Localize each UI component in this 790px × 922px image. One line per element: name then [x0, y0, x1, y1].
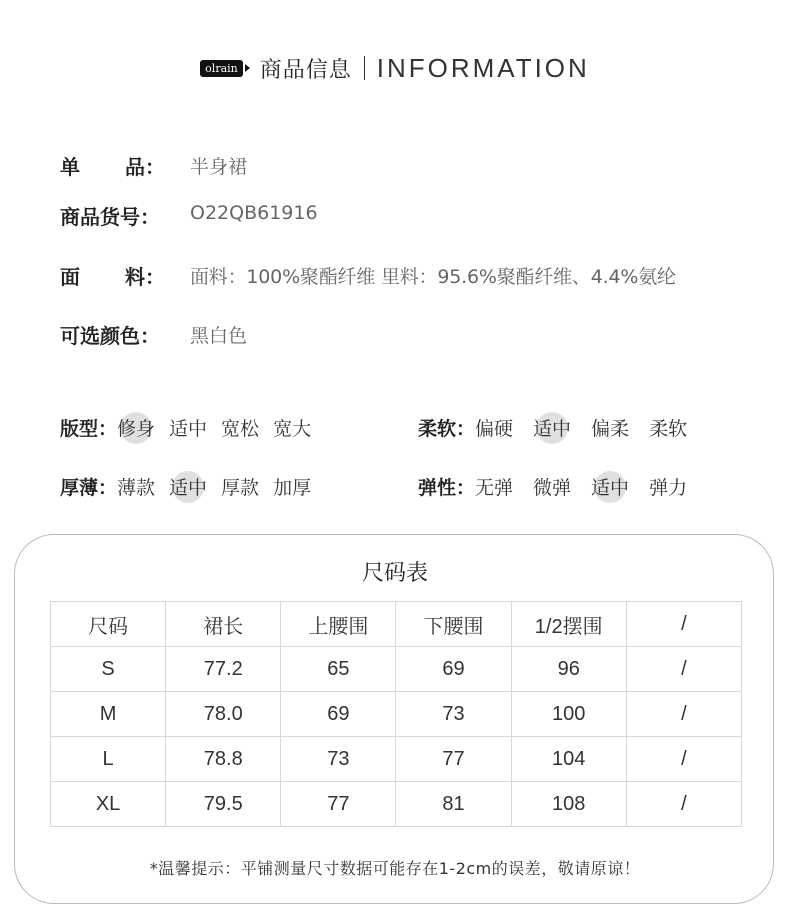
table-header-cell: 下腰围	[396, 602, 511, 647]
header-divider	[364, 56, 365, 80]
thickness-option: 薄款	[117, 477, 156, 499]
fabric-label: 面 料 ：	[60, 265, 165, 289]
table-cell: /	[626, 647, 741, 692]
table-row	[51, 692, 742, 737]
fit-scale	[60, 414, 325, 441]
table-cell: 73	[281, 737, 396, 782]
header-title-en: INFORMATION	[376, 52, 590, 83]
table-header-row	[51, 602, 742, 647]
thickness-option: 加厚	[273, 477, 312, 499]
table-cell: 96	[511, 647, 626, 692]
elasticity-option: 无弹	[475, 477, 514, 499]
info-header	[0, 48, 790, 88]
table-cell: 108	[511, 782, 626, 827]
table-cell: 81	[396, 782, 511, 827]
brand-logo: olrain	[200, 60, 243, 77]
table-cell: /	[626, 782, 741, 827]
table-cell: S	[51, 647, 166, 692]
table-cell: 78.0	[166, 692, 281, 737]
sku-value: O22QB61916	[190, 202, 318, 224]
table-header-cell: /	[626, 602, 741, 647]
softness-label: 柔软：	[418, 418, 476, 440]
table-cell: 104	[511, 737, 626, 782]
fit-option: 适中	[169, 418, 208, 440]
table-header-cell: 1/2摆围	[511, 602, 626, 647]
item-label: 单 品 ：	[60, 155, 165, 179]
table-cell: 77.2	[166, 647, 281, 692]
thickness-scale	[60, 473, 325, 500]
fit-option-selected: 修身	[117, 414, 155, 441]
fabric-value: 面料：100%聚酯纤维 里料：95.6%聚酯纤维、4.4%氨纶	[190, 266, 676, 288]
table-header-cell: 裙长	[166, 602, 281, 647]
table-cell: 65	[281, 647, 396, 692]
table-cell: 78.8	[166, 737, 281, 782]
thickness-label: 厚薄：	[60, 477, 118, 499]
size-chart-title: 尺码表	[361, 561, 428, 586]
table-cell: M	[51, 692, 166, 737]
thickness-option: 厚款	[221, 477, 260, 499]
table-header-cell: 上腰围	[281, 602, 396, 647]
softness-scale	[418, 414, 707, 441]
table-row	[51, 647, 742, 692]
table-row	[51, 737, 742, 782]
table-cell: 100	[511, 692, 626, 737]
elasticity-label: 弹性：	[418, 477, 476, 499]
table-cell: /	[626, 737, 741, 782]
fit-option: 宽松	[221, 418, 260, 440]
elasticity-option-selected: 适中	[591, 473, 629, 500]
table-cell: 69	[396, 647, 511, 692]
fit-option: 宽大	[273, 418, 312, 440]
table-cell: /	[626, 692, 741, 737]
table-cell: XL	[51, 782, 166, 827]
softness-option-selected: 适中	[533, 414, 571, 441]
softness-option: 柔软	[649, 418, 688, 440]
table-cell: 69	[281, 692, 396, 737]
softness-option: 偏硬	[475, 418, 514, 440]
table-row	[51, 782, 742, 827]
elasticity-option: 微弹	[533, 477, 572, 499]
colors-value: 黑白色	[190, 325, 248, 347]
softness-option: 偏柔	[591, 418, 630, 440]
logo-arrow-icon	[245, 64, 250, 72]
header-title-cn: 商品信息	[259, 57, 352, 83]
table-cell: 77	[281, 782, 396, 827]
elasticity-option: 弹力	[649, 477, 688, 499]
fit-label: 版型：	[60, 418, 118, 440]
colors-label: 可选颜色：	[60, 324, 160, 348]
table-cell: 79.5	[166, 782, 281, 827]
measurement-note: *温馨提示：平铺测量尺寸数据可能存在1-2cm的误差，敬请原谅！	[149, 859, 641, 878]
item-value: 半身裙	[190, 156, 248, 178]
elasticity-scale	[418, 473, 707, 500]
table-header-cell: 尺码	[51, 602, 166, 647]
thickness-option-selected: 适中	[169, 473, 207, 500]
table-cell: 73	[396, 692, 511, 737]
size-table	[50, 601, 742, 827]
table-cell: L	[51, 737, 166, 782]
sku-label: 商品货号：	[60, 205, 160, 229]
table-cell: 77	[396, 737, 511, 782]
